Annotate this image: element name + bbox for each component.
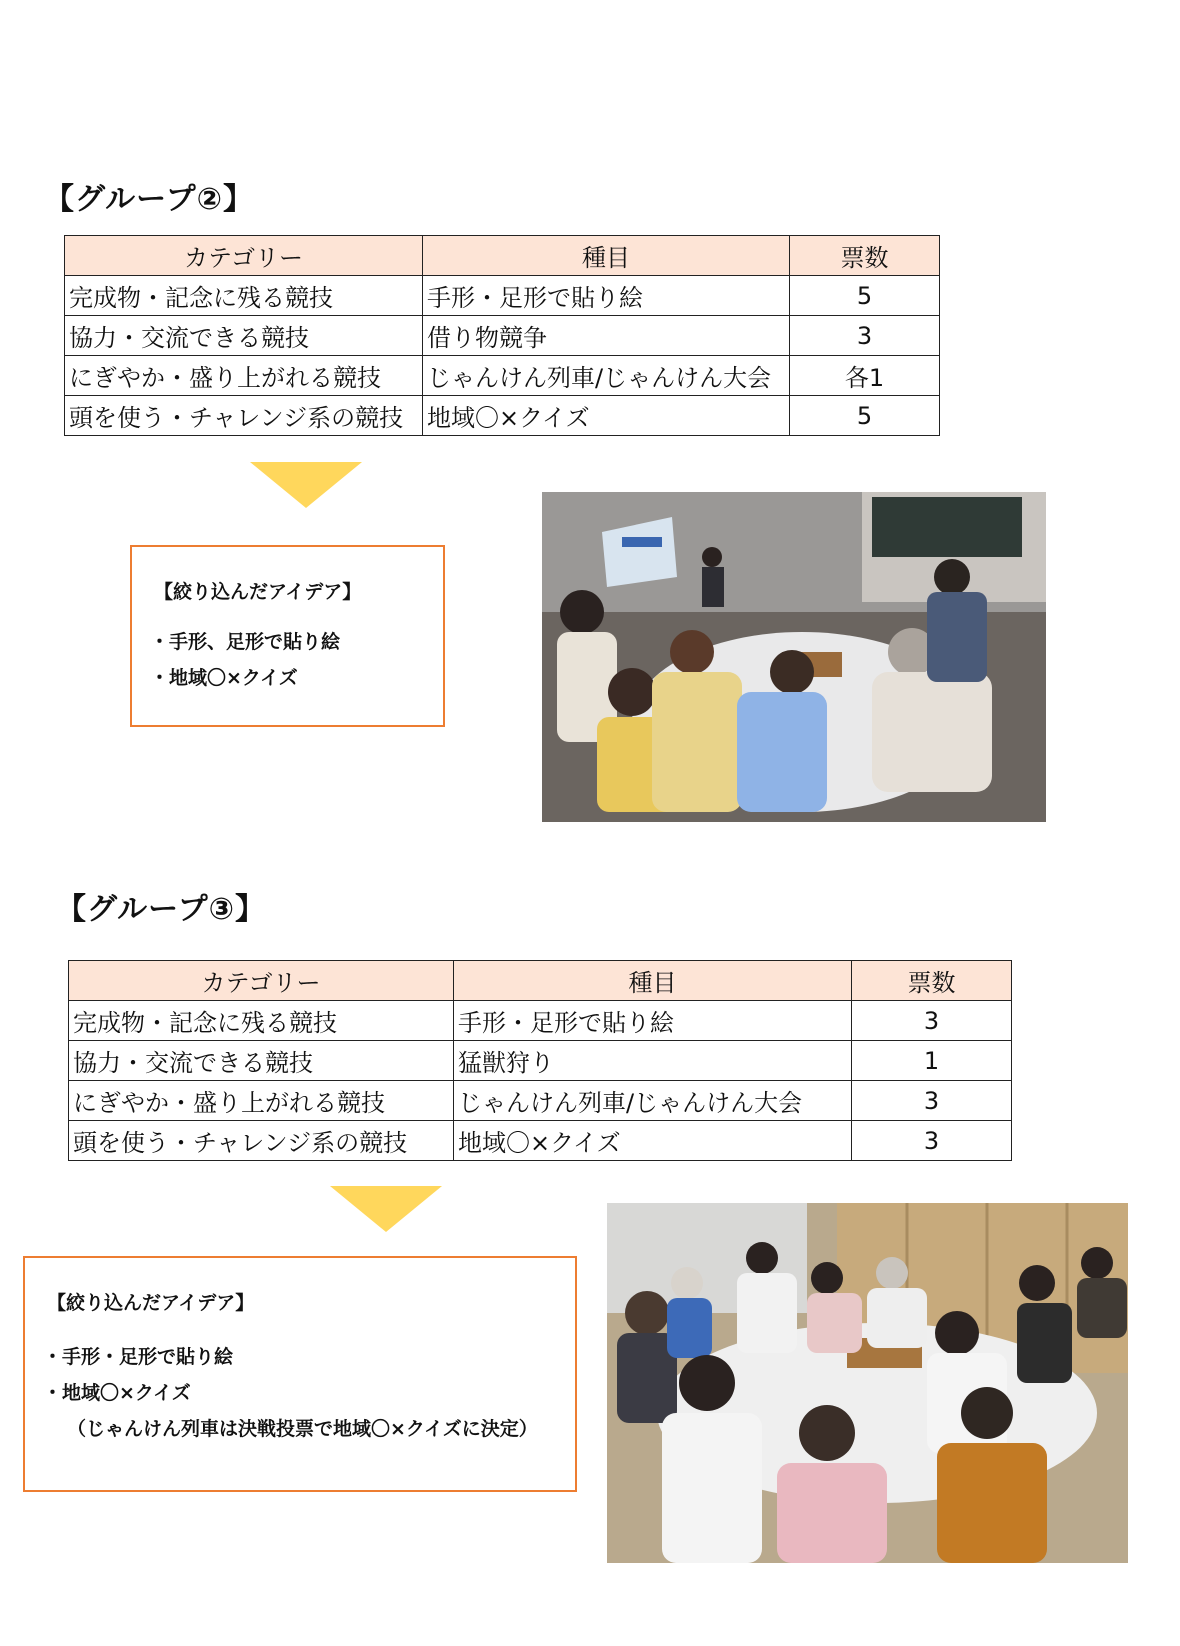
group2-vote-table — [64, 235, 940, 436]
table-header-row — [69, 961, 1012, 1001]
event-cell: 地域〇×クイズ — [423, 396, 790, 436]
idea-box-title: 【絞り込んだアイデア】 — [154, 581, 362, 603]
group3-heading: 【グループ③】 — [56, 892, 267, 927]
votes-cell: 5 — [790, 276, 940, 316]
idea-list — [43, 1339, 538, 1447]
votes-cell: 3 — [790, 316, 940, 356]
column-header-event: 種目 — [454, 961, 852, 1001]
category-cell: 協力・交流できる競技 — [65, 316, 423, 356]
table-row — [65, 276, 940, 316]
event-cell: じゃんけん列車/じゃんけん大会 — [454, 1081, 852, 1121]
event-cell: 借り物競争 — [423, 316, 790, 356]
column-header-votes: 票数 — [852, 961, 1012, 1001]
votes-cell: 3 — [852, 1081, 1012, 1121]
idea-item: ・地域〇×クイズ — [150, 667, 298, 689]
table-header-row — [65, 236, 940, 276]
column-header-votes: 票数 — [790, 236, 940, 276]
category-cell: にぎやか・盛り上がれる競技 — [69, 1081, 454, 1121]
group2-idea-box — [130, 545, 445, 727]
idea-note: （じゃんけん列車は決戦投票で地域〇×クイズに決定） — [67, 1418, 538, 1440]
group2-heading: 【グループ②】 — [44, 182, 255, 217]
table-row — [65, 396, 940, 436]
event-cell: 猛獣狩り — [454, 1041, 852, 1081]
votes-cell: 3 — [852, 1121, 1012, 1161]
category-cell: 頭を使う・チャレンジ系の競技 — [65, 396, 423, 436]
column-header-category: カテゴリー — [69, 961, 454, 1001]
event-cell: 手形・足形で貼り絵 — [423, 276, 790, 316]
category-cell: 完成物・記念に残る競技 — [69, 1001, 454, 1041]
table-row — [69, 1001, 1012, 1041]
votes-cell: 1 — [852, 1041, 1012, 1081]
column-header-event: 種目 — [423, 236, 790, 276]
votes-cell: 3 — [852, 1001, 1012, 1041]
group3-workshop-photo — [607, 1203, 1128, 1563]
table-row — [69, 1041, 1012, 1081]
group3-idea-box — [23, 1256, 577, 1492]
idea-box-title: 【絞り込んだアイデア】 — [47, 1292, 255, 1314]
table-row — [65, 356, 940, 396]
table-row — [69, 1121, 1012, 1161]
category-cell: 協力・交流できる競技 — [69, 1041, 454, 1081]
down-arrow-icon — [250, 462, 362, 508]
event-cell: じゃんけん列車/じゃんけん大会 — [423, 356, 790, 396]
event-cell: 手形・足形で貼り絵 — [454, 1001, 852, 1041]
votes-cell: 各1 — [790, 356, 940, 396]
idea-item: ・手形・足形で貼り絵 — [43, 1346, 234, 1368]
idea-list — [150, 624, 340, 696]
category-cell: にぎやか・盛り上がれる競技 — [65, 356, 423, 396]
votes-cell: 5 — [790, 396, 940, 436]
table-row — [69, 1081, 1012, 1121]
down-arrow-icon — [330, 1186, 442, 1232]
idea-item: ・地域〇×クイズ — [43, 1382, 191, 1404]
table-row — [65, 316, 940, 356]
category-cell: 頭を使う・チャレンジ系の競技 — [69, 1121, 454, 1161]
workshop-photo-image — [607, 1203, 1128, 1563]
group2-workshop-photo — [542, 492, 1046, 822]
column-header-category: カテゴリー — [65, 236, 423, 276]
event-cell: 地域〇×クイズ — [454, 1121, 852, 1161]
workshop-photo-image — [542, 492, 1046, 822]
idea-item: ・手形、足形で貼り絵 — [150, 631, 341, 653]
group3-vote-table — [68, 960, 1012, 1161]
category-cell: 完成物・記念に残る競技 — [65, 276, 423, 316]
